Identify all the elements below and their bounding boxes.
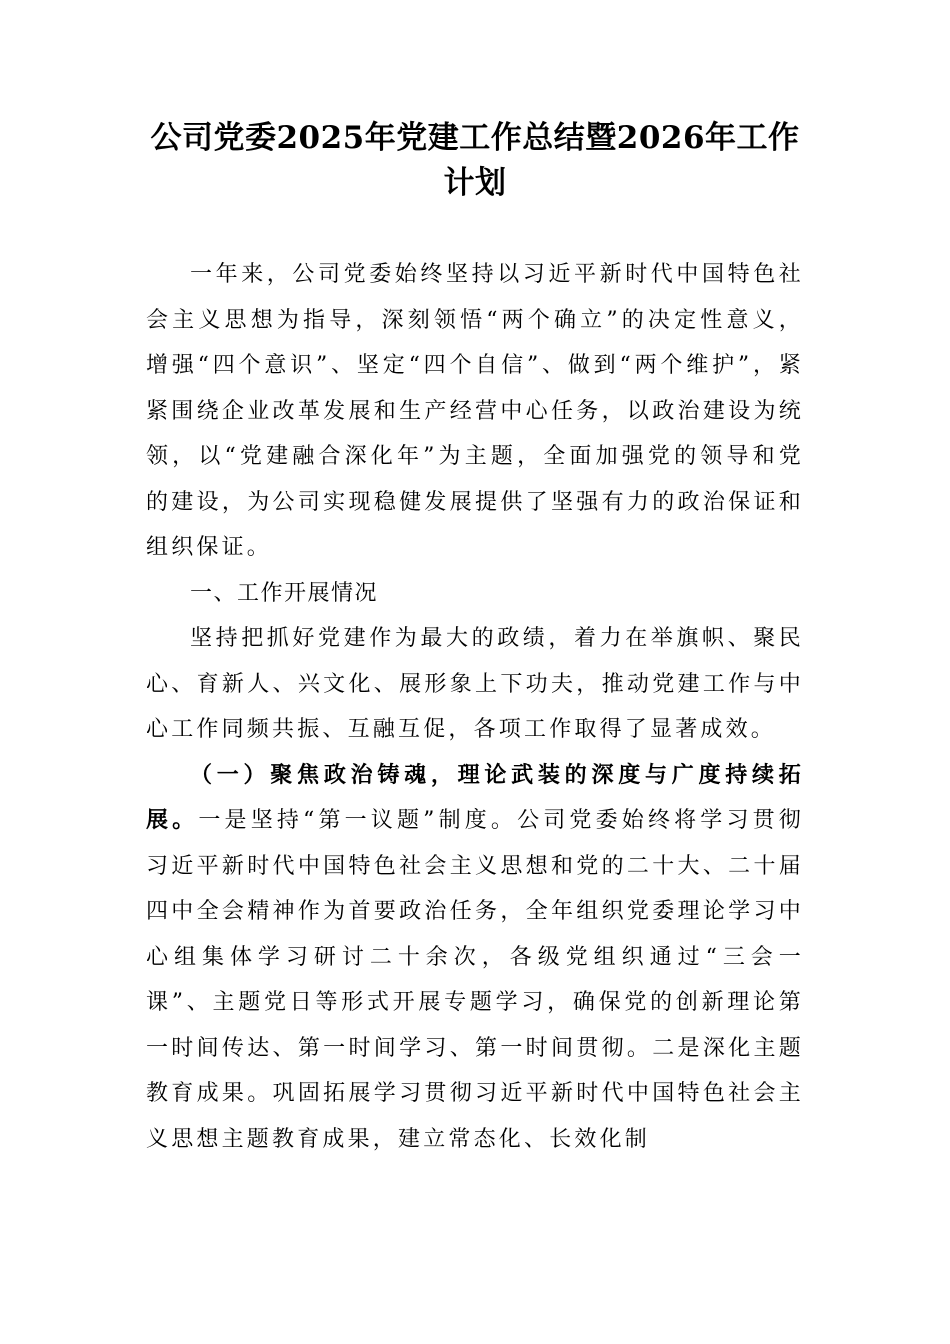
intro-paragraph: 一年来，公司党委始终坚持以习近平新时代中国特色社会主义思想为指导，深刻领悟“两个确立”的决定性意义，增强“四个意识”、坚定“四个自信”、做到“两个维护”，紧紧围绕企业改革发展和生产经营中心任务，以政治建设为统领，以“党建融合深化年”为主题，全面加强党的领导和党的建设，为公司实现稳健发展提供了坚强有力的政治保证和组织保证。 xyxy=(146,262,804,560)
subsection-heading-1: （一）聚焦政治铸魂，理论武装的深度与广度持续拓展。 xyxy=(146,762,804,833)
section-heading-1: 一、工作开展情况 xyxy=(190,580,379,606)
subsection-1-paragraph xyxy=(146,753,804,1163)
document-body xyxy=(146,252,804,1162)
section-1-intro-paragraph: 坚持把抓好党建作为最大的政绩，着力在举旗帜、聚民心、育新人、兴文化、展形象上下功夫，推动党建工作与中心工作同频共振、互融互促，各项工作取得了显著成效。 xyxy=(146,626,804,742)
subsection-1-body: 一是坚持“第一议题”制度。公司党委始终将学习贯彻习近平新时代中国特色社会主义思想和党的二十大、二十届四中全会精神作为首要政治任务，全年组织党委理论学习中心组集体学习研讨二十余次，各级党组织通过“三会一课”、主题党日等形式开展专题学习，确保党的创新理论第一时间传达、第一时间学习、第一时间贯彻。二是深化主题教育成果。巩固拓展学习贯彻习近平新时代中国特色社会主义思想主题教育成果，建立常态化、长效化制 xyxy=(146,808,805,1152)
document-title: 公司党委2025年党建工作总结暨2026年工作计划 xyxy=(150,120,800,201)
